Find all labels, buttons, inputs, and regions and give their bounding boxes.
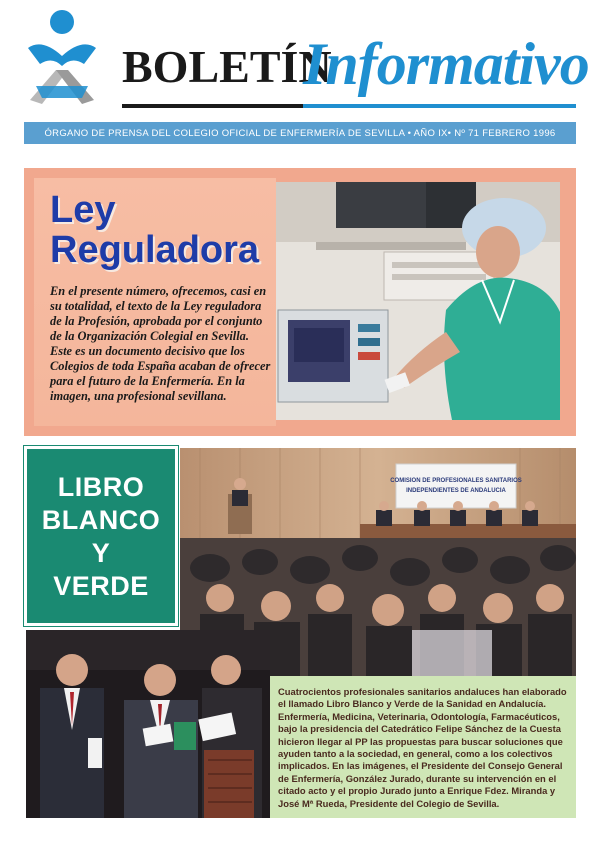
college-logo xyxy=(22,8,102,112)
feature-heading-line1: Ley xyxy=(50,189,116,231)
men-photo xyxy=(26,630,270,818)
libro-blanco-box xyxy=(24,446,178,626)
libro-heading-line1: LIBRO xyxy=(57,472,145,502)
feature-heading xyxy=(50,190,259,270)
masthead-subtitle: ÓRGANO DE PRENSA DEL COLEGIO OFICIAL DE ENFERMERÍA DE SEVILLA • AÑO IX• Nº 71 FEBRERO 1996 xyxy=(24,122,576,144)
masthead-title-boletin: BOLETÍN xyxy=(122,41,332,92)
feature-text-panel xyxy=(34,178,276,426)
conference-banner-line1: COMISION DE PROFESIONALES SANITARIOS xyxy=(390,478,522,484)
libro-heading-line3: Y xyxy=(91,538,111,568)
masthead-title-informativo: Informativo xyxy=(303,31,589,97)
caption-box xyxy=(270,676,576,818)
libro-heading-line2: BLANCO xyxy=(41,505,161,535)
libro-heading xyxy=(27,471,175,603)
caption-text: Cuatrocientos profesionales sanitarios andaluces han elaborado el llamado Libro Blanco y Verde de la Sanidad en Andalucía. Enfermería, Medicina, Veterinaria, Odontología, Farmacéuticos, bajo la presidencia del Catedrático Felipe Sánchez de la Cuesta hicieron llegar al PP las propuestas para buscar soluciones que ayuden tanto a la sociedad, en general, como a los colectivos implicados. En las imágenes, el Presidente del Consejo General de Enfermería, González Jurado, durante su intervención en el citado acto y el propio Jurado junto a Enrique Fdez. Miranda y José Mª Rueda, Presidente del Colegio de Sevilla. xyxy=(278,686,567,809)
nurse-photo xyxy=(276,182,560,420)
conference-banner-line2: INDEPENDIENTES DE ANDALUCIA xyxy=(406,488,506,494)
feature-body: En el presente número, ofrecemos, casi en su totalidad, el texto de la Ley reguladora de la Profesión, aprobada por el conjunto de la Organización Colegial en Sevilla. Este es un documento decisivo que los Colegios de toda España acaban de ofrecer para el futuro de la Enfermería. En la imagen, una profesional sevillana. xyxy=(50,284,271,403)
libro-heading-line4: VERDE xyxy=(53,571,149,601)
feature-ley-reguladora xyxy=(24,168,576,436)
masthead-rule-accent xyxy=(303,104,576,108)
feature-heading-line2: Reguladora xyxy=(50,229,260,271)
